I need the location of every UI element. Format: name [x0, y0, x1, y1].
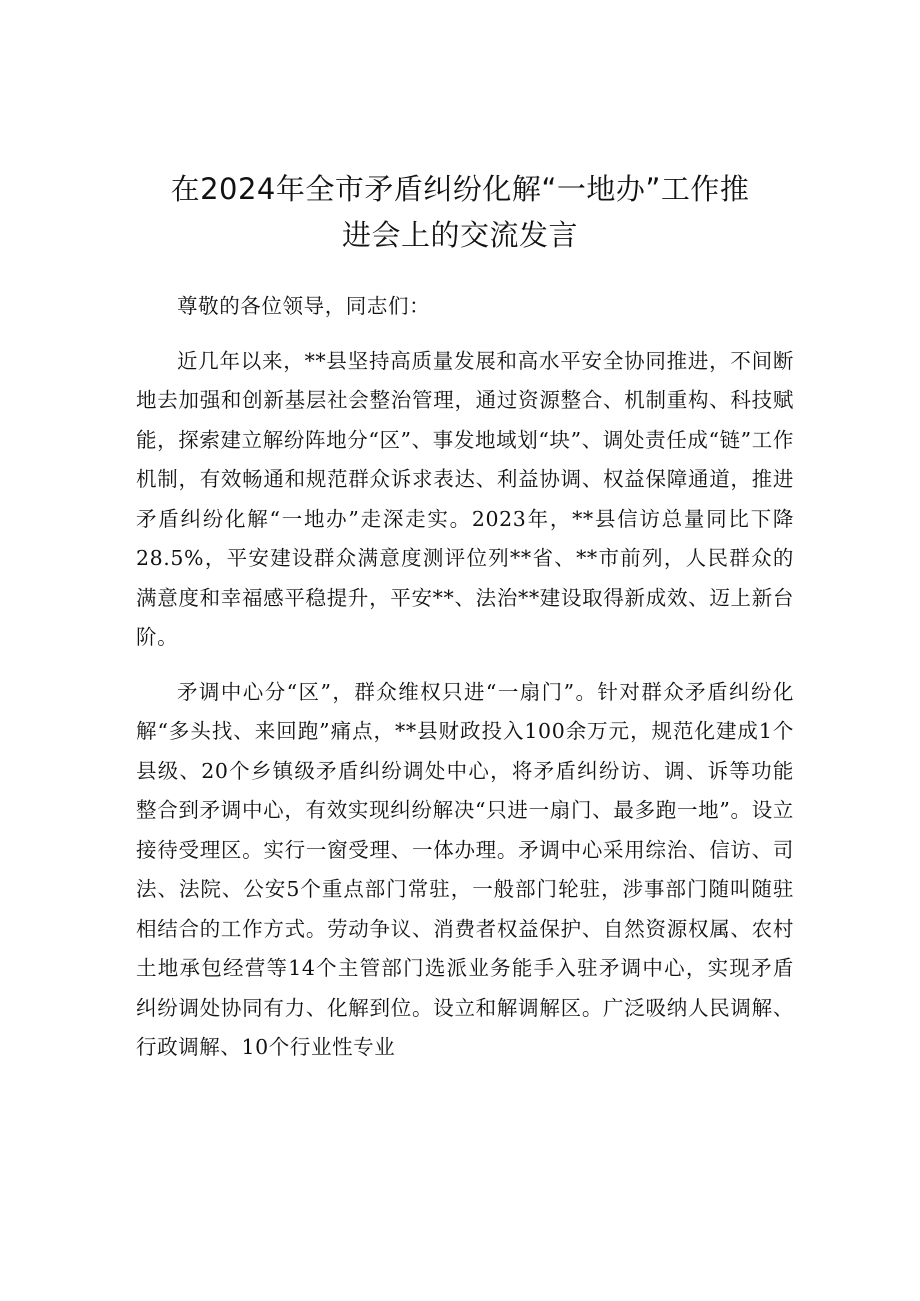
document-body: [136, 287, 794, 1068]
paragraph-1: 近几年以来，**县坚持高质量发展和高水平安全协同推进，不间断地去加强和创新基层社会整治管理，通过资源整合、机制重构、科技赋能，探索建立解纷阵地分“区”、事发地域划“块”、调处责任成“链”工作机制，有效畅通和规范群众诉求表达、利益协调、权益保障通道，推进矛盾纠纷化解“一地办”走深走实。2023年，**县信访总量同比下降28.5%，平安建设群众满意度测评位列**省、**市前列，人民群众的满意度和幸福感平稳提升，平安**、法治**建设取得新成效、迈上新台阶。: [136, 348, 794, 649]
title-line-2: 进会上的交流发言: [341, 218, 578, 252]
document-title: [120, 166, 800, 258]
paragraph-2: 矛调中心分“区”，群众维权只进“一扇门”。针对群众矛盾纠纷化解“多头找、来回跑”痛点，**县财政投入100余万元，规范化建成1个县级、20个乡镇级矛盾纠纷调处中心，将矛盾纠纷访、调、诉等功能整合到矛调中心，有效实现纠纷解决“只进一扇门、最多跑一地”。设立接待受理区。实行一窗受理、一体办理。矛调中心采用综治、信访、司法、法院、公安5个重点部门常驻，一般部门轮驻，涉事部门随叫随驻相结合的工作方式。劳动争议、消费者权益保护、自然资源权属、农村土地承包经营等14个主管部门选派业务能手入驻矛调中心，实现矛盾纠纷调处协同有力、化解到位。设立和解调解区。广泛吸纳人民调解、行政调解、10个行业性专业: [136, 679, 794, 1059]
salutation: 尊敬的各位领导，同志们：: [177, 294, 431, 318]
title-line-1: 在2024年全市矛盾纠纷化解“一地办”工作推: [170, 172, 750, 206]
